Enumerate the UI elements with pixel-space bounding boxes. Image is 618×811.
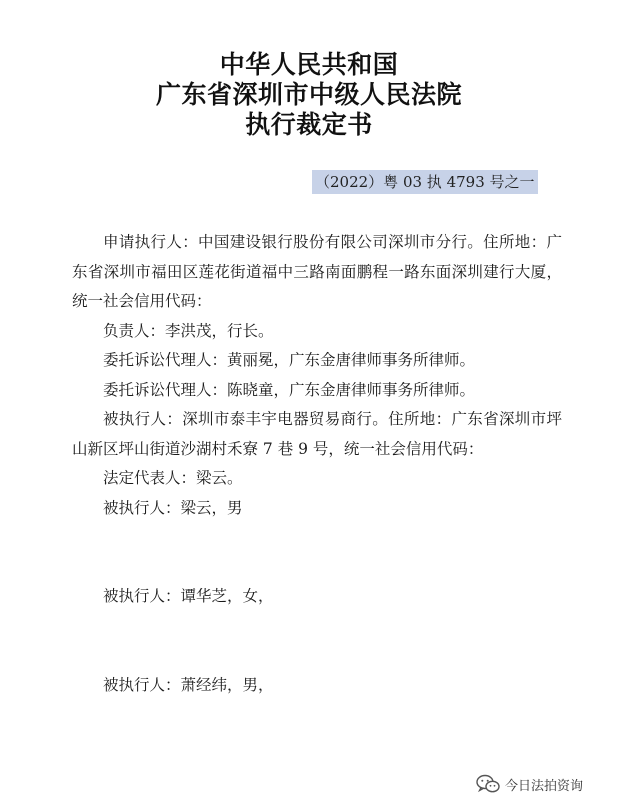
paragraph-respondent-3: 被执行人：萧经纬，男， <box>103 675 274 694</box>
wechat-watermark <box>476 772 583 796</box>
paragraph-agent-2: 委托诉讼代理人：陈晓童，广东金唐律师事务所律师。 <box>103 380 476 399</box>
redaction-gap <box>72 612 562 671</box>
paragraph-applicant: 申请执行人：中国建设银行股份有限公司深圳市分行。住所地：广东省深圳市福田区莲花街道福中三路南面鹏程一路东面深圳建行大厦，统一社会信用代码： <box>72 233 562 310</box>
title-country: 中华人民共和国 <box>219 50 399 79</box>
redaction-gap <box>72 523 562 582</box>
wechat-icon <box>476 774 500 794</box>
title-court: 广东省深圳市中级人民法院 <box>155 80 462 109</box>
paragraph-respondent-1: 被执行人：梁云，男 <box>103 498 243 517</box>
title-document-type: 执行裁定书 <box>245 110 373 139</box>
case-number-selected[interactable]: （2022）粤 03 执 4793 号之一 <box>312 170 538 194</box>
paragraph-respondent-company: 被执行人：深圳市泰丰宇电器贸易商行。住所地：广东省深圳市坪山新区坪山街道沙湖村禾寮 7 巷 9 号，统一社会信用代码： <box>72 410 562 458</box>
paragraph-legal-representative: 法定代表人：梁云。 <box>103 469 243 487</box>
paragraph-agent-1: 委托诉讼代理人：黄丽冕，广东金唐律师事务所律师。 <box>103 351 476 369</box>
watermark-label: 今日法拍资询 <box>505 778 584 794</box>
paragraph-responsible-person: 负责人：李洪茂，行长。 <box>103 321 274 340</box>
document-body <box>72 228 562 700</box>
paragraph-respondent-2: 被执行人：谭华芝，女， <box>103 587 274 605</box>
document-title-block <box>0 50 618 140</box>
